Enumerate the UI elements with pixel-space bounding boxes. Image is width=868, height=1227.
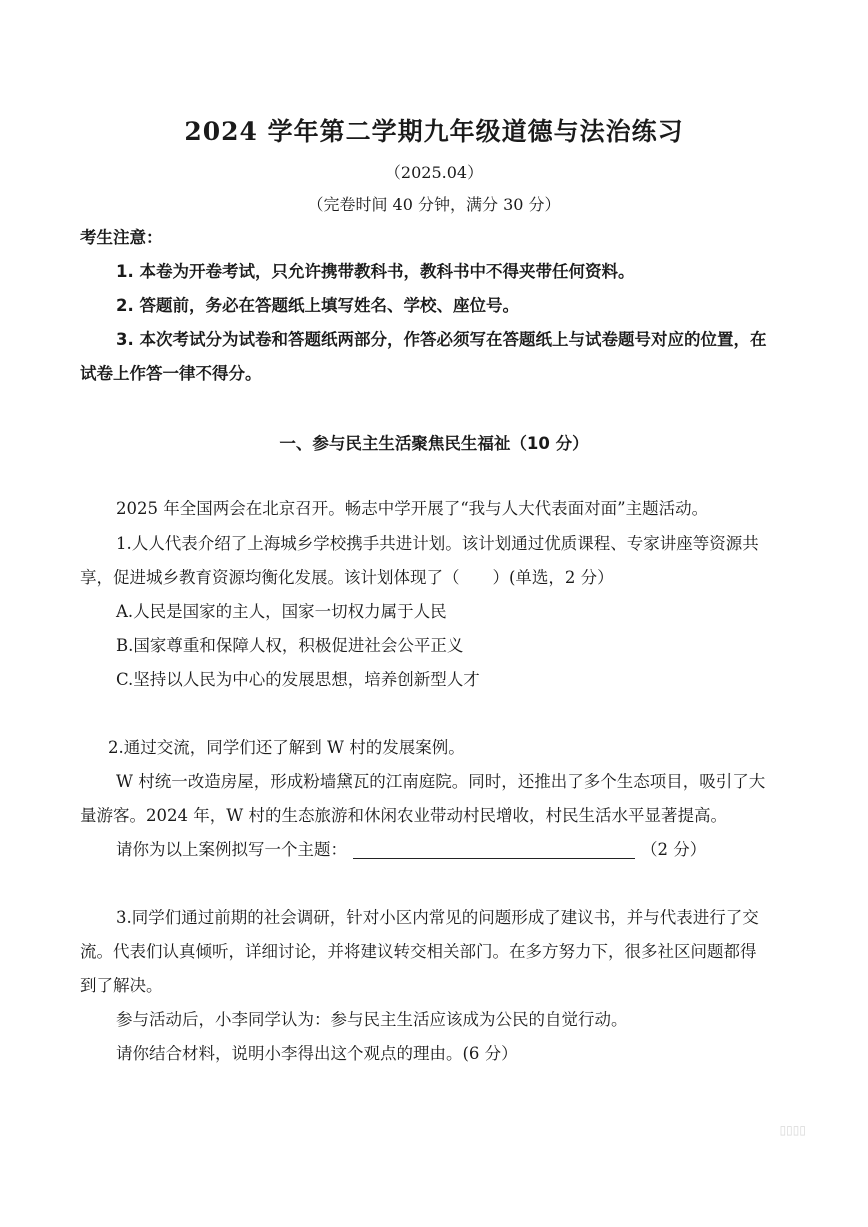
question-3-line: 流。代表们认真倾听，详细讨论，并将建议转交相关部门。在多方努力下，很多社区问题都得 — [80, 942, 757, 961]
option-b: B.国家尊重和保障人权，积极促进社会公平正义 — [116, 636, 464, 655]
section-title: 一、参与民主生活聚焦民生福祉（10 分） — [279, 434, 589, 453]
notice-item: 试卷上作答一律不得分。 — [80, 364, 262, 383]
notice-heading: 考生注意： — [80, 228, 163, 247]
exam-title: 2024 学年第二学期九年级道德与法治练习 — [184, 117, 684, 146]
question-3-line: 3.同学们通过前期的社会调研，针对小区内常见的问题形成了建议书，并与代表进行了交 — [116, 908, 759, 927]
option-a: A.人民是国家的主人，国家一切权力属于人民 — [116, 602, 447, 621]
question-2-line: 2.通过交流，同学们还了解到 W 村的发展案例。 — [108, 738, 465, 757]
question-2-material: W 村统一改造房屋，形成粉墙黛瓦的江南庭院。同时，还推出了多个生态项目，吸引了大 — [116, 772, 766, 791]
question-2-prompt-row — [116, 838, 706, 862]
question-3-line: 请你结合材料，说明小李得出这个观点的理由。(6 分） — [116, 1044, 518, 1063]
question-2-prompt: 请你为以上案例拟写一个主题： — [116, 840, 347, 859]
exam-info: （完卷时间 40 分钟，满分 30 分） — [307, 195, 561, 214]
question-2-material: 量游客。2024 年，W 村的生态旅游和休闲农业带动村民增收，村民生活水平显著提高。 — [80, 806, 727, 825]
question-2-score: （2 分） — [641, 840, 707, 859]
section-intro: 2025 年全国两会在北京召开。畅志中学开展了“我与人大代表面对面”主题活动。 — [116, 499, 709, 518]
question-3-line: 到了解决。 — [80, 976, 163, 995]
notice-item: 3. 本次考试分为试卷和答题纸两部分，作答必须写在答题纸上与试卷题号对应的位置，在 — [116, 330, 767, 349]
watermark-logo: ▯▯▯▯ — [779, 1123, 806, 1137]
question-1-line: 1.人人代表介绍了上海城乡学校携手共进计划。该计划通过优质课程、专家讲座等资源共 — [116, 534, 759, 553]
notice-item: 1. 本卷为开卷考试，只允许携带教科书，教科书中不得夹带任何资料。 — [116, 262, 635, 281]
question-1-line: 享，促进城乡教育资源均衡化发展。该计划体现了（ ）(单选，2 分） — [80, 568, 614, 587]
notice-item: 2. 答题前，务必在答题纸上填写姓名、学校、座位号。 — [116, 296, 519, 315]
answer-blank[interactable] — [353, 840, 635, 859]
exam-date: （2025.04） — [384, 163, 484, 182]
option-c: C.坚持以人民为中心的发展思想，培养创新型人才 — [116, 670, 480, 689]
question-3-line: 参与活动后，小李同学认为：参与民主生活应该成为公民的自觉行动。 — [116, 1010, 628, 1029]
